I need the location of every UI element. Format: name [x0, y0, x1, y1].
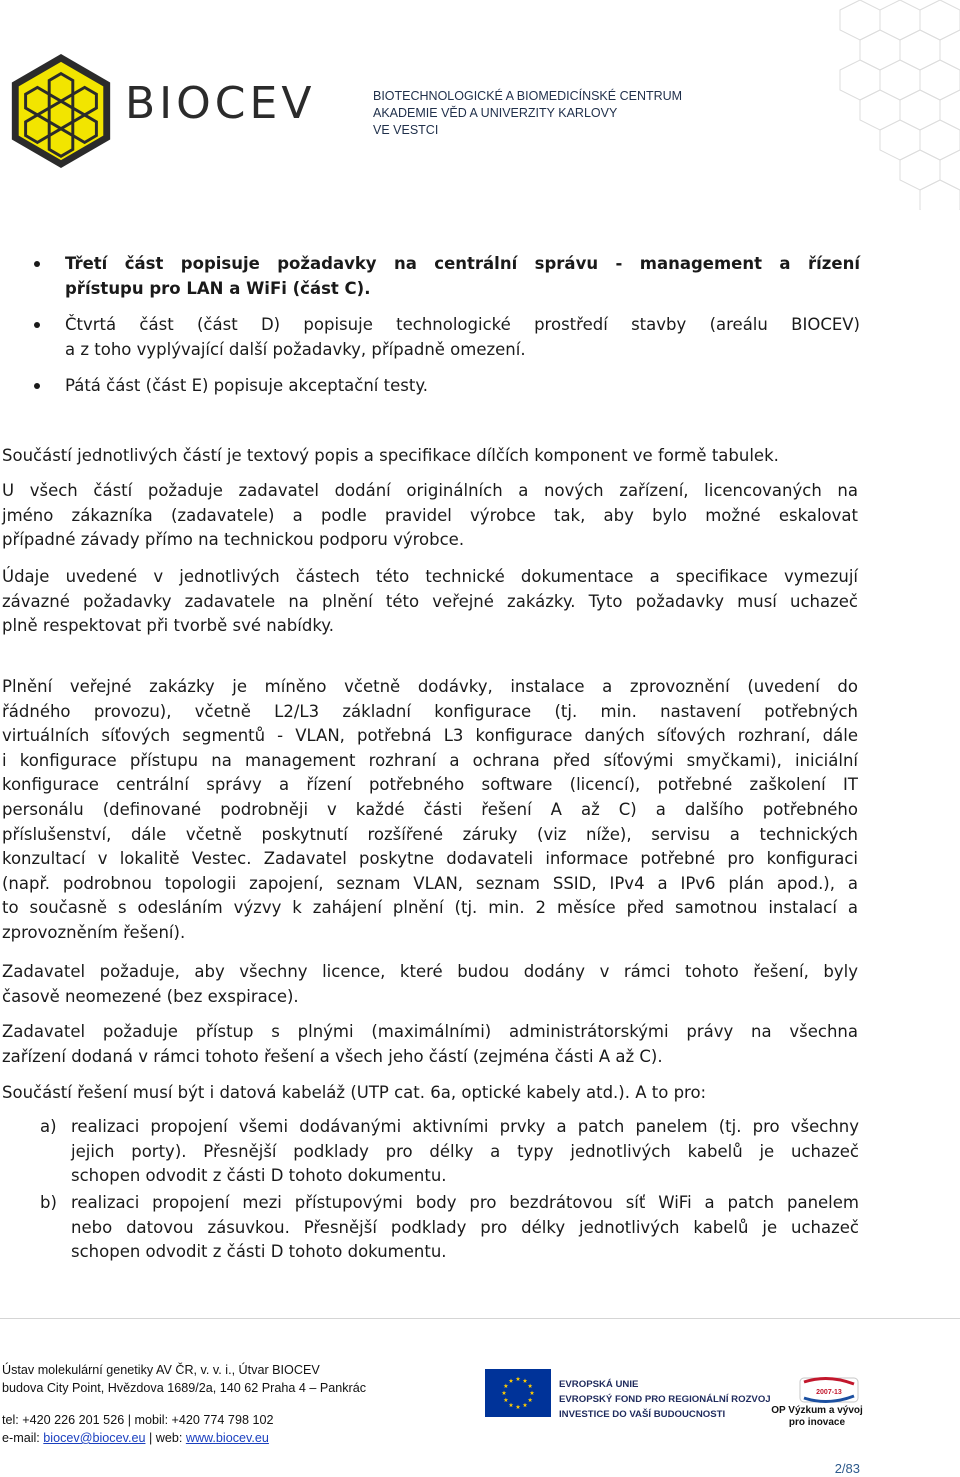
bullet-text-line: Třetí část popisuje požadavky na centrální správu - management a řízení	[65, 254, 860, 273]
paragraph	[2, 960, 858, 1009]
paragraph-line: to současně s odesláním výzvy k zahájení plnění (tj. min. 2 měsíce před samotnou instalací a	[2, 898, 858, 918]
footer-divider	[0, 1318, 960, 1319]
list-label: b)	[40, 1193, 57, 1212]
footer-contact-phone: tel: +420 226 201 526 | mobil: +420 774 798 102	[2, 1413, 274, 1427]
paragraph-line: zprovozněním řešení).	[2, 922, 186, 942]
op-label: OP Výzkum a vývoj pro inovace	[771, 1405, 863, 1428]
paragraph-line: Údaje uvedené v jednotlivých částech této technické dokumentace a specifikace vymezují	[2, 567, 858, 586]
footer-address-line: budova City Point, Hvězdova 1689/2a, 140 62 Praha 4 – Pankrác	[2, 1381, 367, 1395]
list-item-line: schopen odvodit z části D tohoto dokumentu.	[71, 1166, 447, 1186]
paragraph-line: řádného provozu), včetně L2/L3 základní konfigurace (tj. min. nastavení potřebných	[2, 701, 858, 721]
paragraph-line: případné závady přímo na technickou podporu výrobce.	[2, 530, 465, 550]
bullet-text-line: Čtvrtá část (část D) popisuje technologické prostředí stavby (areálu BIOCEV)	[65, 315, 860, 334]
paragraph-line: časově neomezené (bez exspirace).	[2, 986, 299, 1006]
paragraph-line: konzultací v lokalitě Vestec. Zadavatel poskytne dodavateli informace potřebné pro konfiguraci	[2, 849, 858, 869]
biocev-logo-icon	[2, 52, 120, 170]
paragraph-line: personálu (definované podrobněji v každé části řešení A až C) a dalšího potřebného	[2, 799, 858, 819]
paragraph-line: Plnění veřejné zakázky je míněno včetně dodávky, instalace a zprovoznění (uvedení do	[2, 677, 858, 696]
paragraph	[2, 1081, 858, 1106]
bullet-text-line: a z toho vyplývající další požadavky, případně omezení.	[65, 339, 526, 359]
list-item-line: jejich porty). Přesnější podklady pro délky a typy jednotlivých kabelů je uchazeč	[71, 1141, 859, 1161]
institution-line: BIOTECHNOLOGICKÉ A BIOMEDICÍNSKÉ CENTRUM	[373, 89, 683, 103]
paragraph	[2, 565, 858, 639]
eu-text-line: EVROPSKÁ UNIE	[559, 1379, 639, 1390]
list-item-line: nebo datovou zásuvkou. Přesnější podklady pro délky jednotlivých kabelů je uchazeč	[71, 1217, 859, 1237]
paragraph-line: příslušenství, dále včetně poskytnutí rozšířené záruky (viz níže), servisu a technických	[2, 824, 858, 844]
bullet-text-line: Pátá část (část E) popisuje akceptační testy.	[65, 376, 428, 395]
paragraph-line: jméno zákazníka (zadavatele) a podle pravidel výrobce tak, aby bylo možné eskalovat	[2, 505, 858, 525]
paragraph	[2, 675, 858, 946]
web-label: | web:	[145, 1431, 186, 1445]
logo-wordmark: BIOCEV	[125, 78, 316, 129]
eu-text-line: EVROPSKÝ FOND PRO REGIONÁLNÍ ROZVOJ	[559, 1394, 771, 1405]
footer-address-line: Ústav molekulární genetiky AV ČR, v. v. i., Útvar BIOCEV	[2, 1363, 320, 1377]
paragraph-line: Zadavatel požaduje přístup s plnými (maximálními) administrátorskými právy na všechna	[2, 1022, 858, 1041]
institution-line: VE VESTCI	[373, 123, 439, 137]
page-number: 2/83	[834, 1461, 860, 1476]
bullet-dot-icon	[34, 383, 40, 389]
list-item-line: realizaci propojení mezi přístupovými body pro bezdrátovou síť WiFi a patch panelem	[71, 1193, 859, 1212]
footer-contact-links	[2, 1431, 269, 1445]
list-item-line: schopen odvodit z části D tohoto dokumentu.	[71, 1242, 447, 1262]
eu-flag-icon	[485, 1369, 551, 1417]
hexagon-pattern-decoration	[720, 0, 960, 210]
eu-funding-text	[559, 1377, 771, 1422]
email-label: e-mail:	[2, 1431, 44, 1445]
paragraph-line: závazné požadavky zadavatele na plnění této veřejné zakázky. Tyto požadavky musí uchazeč	[2, 591, 858, 611]
paragraph-line: Součástí jednotlivých částí je textový popis a specifikace dílčích komponent ve formě tabulek.	[2, 446, 779, 465]
bullet-dot-icon	[34, 261, 40, 267]
institution-name	[373, 88, 682, 139]
paragraph	[2, 479, 858, 553]
eu-text-line: INVESTICE DO VAŠÍ BUDOUCNOSTI	[559, 1409, 726, 1420]
list-item-line: realizaci propojení všemi dodávanými aktivními prvky a patch panelem (tj. pro všechny	[71, 1117, 859, 1136]
paragraph	[2, 1020, 858, 1069]
institution-line: AKADEMIE VĚD A UNIVERZITY KARLOVY	[373, 106, 618, 120]
paragraph-line: konfigurace centrální správy a řízení potřebného software (licencí), potřebné zaškolení IT	[2, 775, 858, 795]
paragraph-line: plně respektovat při tvorbě své nabídky.	[2, 616, 334, 636]
web-link[interactable]: www.biocev.eu	[185, 1431, 269, 1445]
email-link[interactable]: biocev@biocev.eu	[43, 1431, 146, 1445]
paragraph-line: (např. podrobnou topologii zapojení, seznam VLAN, seznam SSID, IPv4 a IPv6 plán apod.), a	[2, 873, 858, 893]
paragraph-line: U všech částí požaduje zadavatel dodání originálních a nových zařízení, licencovaných na	[2, 481, 858, 500]
bullet-dot-icon	[34, 322, 40, 328]
list-item	[71, 1115, 859, 1189]
paragraph	[2, 444, 858, 469]
paragraph-line: i konfigurace přístupu na management rozhraní a ochrana před síťovými smyčkami), iniciální	[2, 750, 858, 770]
bullet-text-line: přístupu pro LAN a WiFi (část C).	[65, 278, 371, 298]
list-label: a)	[40, 1117, 57, 1136]
paragraph-line: virtuálních síťových segmentů - VLAN, potřebná L3 konfigurace daných síťových rozhraní, dále	[2, 726, 858, 746]
paragraph-line: Součástí řešení musí být i datová kabeláž (UTP cat. 6a, optické kabely atd.). A to pro:	[2, 1083, 707, 1102]
paragraph-line: Zadavatel požaduje, aby všechny licence, které budou dodány v rámci tohoto řešení, byly	[2, 962, 858, 981]
paragraph-line: zařízení dodaná v rámci tohoto řešení a všech jeho částí (zejména části A až C).	[2, 1046, 663, 1066]
list-item	[71, 1191, 859, 1265]
op-years: 2007-13	[816, 1389, 842, 1396]
